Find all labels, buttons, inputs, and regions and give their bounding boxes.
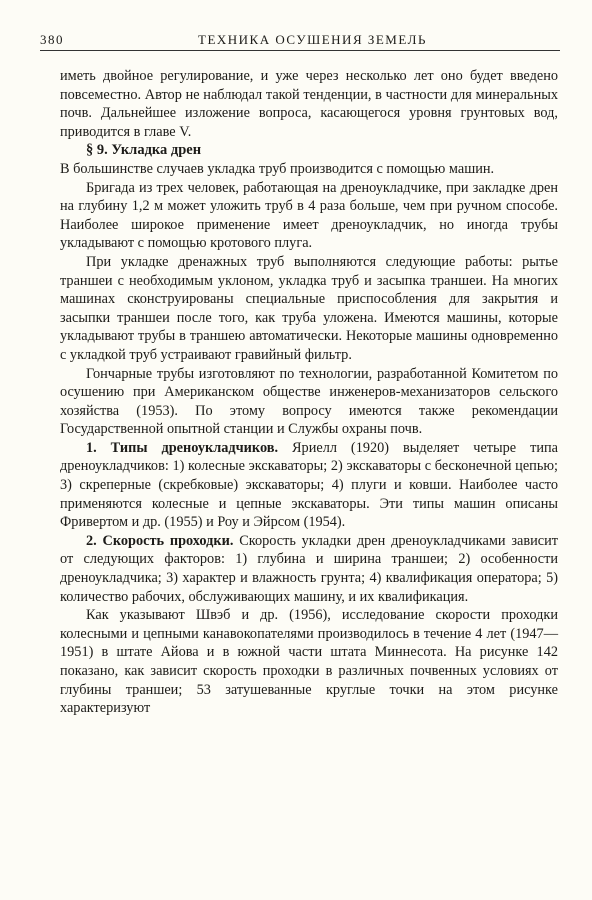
paragraph: При укладке дренажных труб выполняются следующие работы: рытье траншеи с необходимым уклоном, укладка труб и засыпка траншеи. На многих машинах сконструированы специальные приспособления для закрытия и засыпки траншеи после того, как труба уложена. Имеются машины, которые укладывают трубы в траншею автоматически. Некоторые машины одновременно с укладкой труб устраивают гравийный фильтр. (60, 253, 558, 363)
page-header (40, 30, 560, 51)
paragraph-text: Яриелл (1920) выделяет четыре типа дреноукладчиков: 1) колесные экскаваторы; 2) экскаваторы с бесконечной цепью; 3) скреперные (скребковые) экскаваторы; 4) плуги и ковши. Наиболее часто применяются колесные и цепные экскаваторы. Эти типы машин описаны Фривертом и др. (1955) и Роу и Эйрсом (1954). (60, 439, 558, 531)
subsection-heading: 1. Типы дреноукладчиков. (86, 439, 279, 456)
page-body (60, 67, 558, 718)
paragraph: В большинстве случаев укладка труб производится с помощью машин. (60, 160, 495, 177)
running-title: ТЕХНИКА ОСУШЕНИЯ ЗЕМЕЛЬ (198, 32, 427, 47)
paragraph-continuation: иметь двойное регулирование, и уже через несколько лет оно будет введено повсеместно. Автор не наблюдал такой тенденции, в частности для минеральных почв. Дальнейшее изложение вопроса, касающегося уровня грунтовых вод, приводится в главе V. (60, 68, 558, 140)
paragraph-drain-types (60, 439, 558, 532)
paragraph: Гончарные трубы изготовляют по технологии, разработанной Комитетом по осушению при Американском обществе инженеров-механизаторов сельского хозяйства (1953). По этому вопросу имеются также рекомендации Государственной опытной станции и Службы охраны почв. (60, 365, 558, 438)
paragraph: Как указывают Швэб и др. (1956), исследование скорости проходки колесными и цепными канавокопателями производилось в течение 4 лет (1947—1951) в штате Айова и в южной части штата Миннесота. На рисунке 142 показано, как зависит скорость проходки в различных почвенных условиях от глубины траншеи; 53 затушеванные круглые точки на этом рисунке характеризуют (60, 607, 558, 717)
paragraph: Бригада из трех человек, работающая на дреноукладчике, при закладке дрен на глубину 1,2 м может уложить труб в 4 раза больше, чем при ручном способе. Наиболее широкое применение имеет дреноукладчик, но иногда трубы укладывают с помощью кротового плуга. (60, 179, 558, 252)
paragraph-text: Скорость укладки дрен дреноукладчиками зависит от следующих факторов: 1) глубина и ширина траншеи; 2) особенности дреноукладчика; 3) характер и влажность грунта; 4) квалификация оператора; 5) количество рабочих, обслуживающих машину, и их квалификация. (60, 532, 558, 605)
paragraph-speed (60, 532, 558, 606)
subsection-heading: 2. Скорость проходки. (86, 532, 234, 549)
page-number: 380 (40, 32, 64, 47)
section-heading: § 9. Укладка дрен (86, 142, 202, 159)
